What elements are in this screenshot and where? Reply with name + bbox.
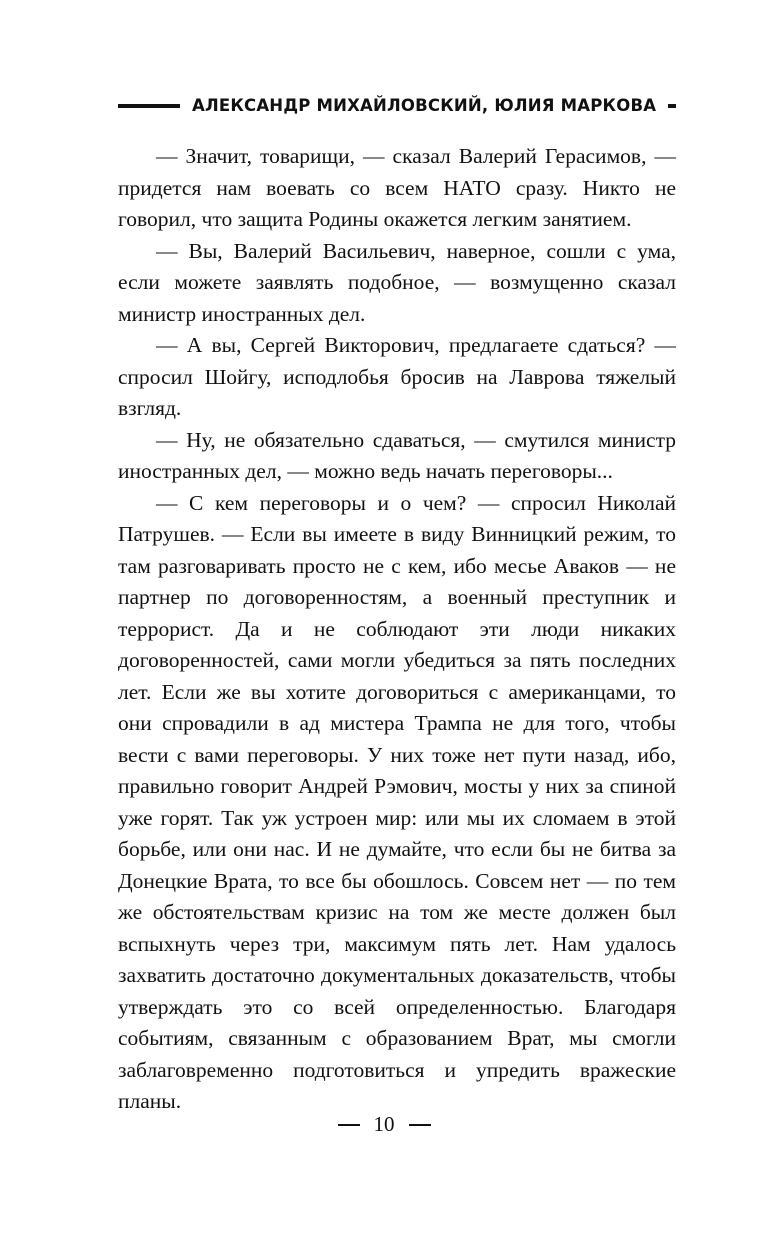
running-head-authors: АЛЕКСАНДР МИХАЙЛОВСКИЙ, ЮЛИЯ МАРКОВА <box>192 96 657 115</box>
paragraph: — Значит, товарищи, — сказал Валерий Герасимов, — придется нам воевать со всем НАТО сразу. Никто не говорил, что защита Родины окажется легким занятием. <box>118 144 676 231</box>
running-head-rule-right <box>668 104 676 108</box>
running-head <box>118 96 676 115</box>
folio-dash-right <box>409 1124 431 1126</box>
running-head-rule-left <box>118 104 180 108</box>
body-text <box>118 141 676 1118</box>
page-folio <box>0 1112 768 1137</box>
page-number: 10 <box>373 1112 395 1136</box>
paragraph: — Ну, не обязательно сдаваться, — смутился министр иностранных дел, — можно ведь начать переговоры... <box>118 427 676 483</box>
folio-dash-left <box>338 1124 360 1126</box>
paragraph: — Вы, Валерий Васильевич, наверное, сошли с ума, если можете заявлять подобное, — возмущенно сказал министр иностранных дел. <box>118 238 676 326</box>
paragraph: — С кем переговоры и о чем? — спросил Николай Патрушев. — Если вы имеете в виду Винницкий режим, то там разговаривать просто не с кем, ибо месье Аваков — не партнер по договоренностям, а военный преступник и террорист. Да и не соблюдают эти люди никаких договоренностей, сами могли убедиться за пять последних лет. Если же вы хотите договориться с американцами, то они спровадили в ад мистера Трампа не для того, чтобы вести с вами переговоры. У них тоже нет пути назад, ибо, правильно говорит Андрей Рэмович, мосты у них за спиной уже горят. Так уж устроен мир: или мы их сломаем в этой борьбе, или они нас. И не думайте, что если бы не битва за Донецкие Врата, то все бы обошлось. Совсем нет — по тем же обстоятельствам кризис на том же месте должен был вспыхнуть через три, максимум пять лет. Нам удалось захватить достаточно документальных доказательств, чтобы утверждать это со всей определенностью. Благодаря событиям, связанным с образованием Врат, мы смогли заблаговременно подготовиться и упредить вражеские планы. <box>118 490 676 1113</box>
paragraph: — А вы, Сергей Викторович, предлагаете сдаться? — спросил Шойгу, исподлобья бросив на Лаврова тяжелый взгляд. <box>118 333 676 420</box>
